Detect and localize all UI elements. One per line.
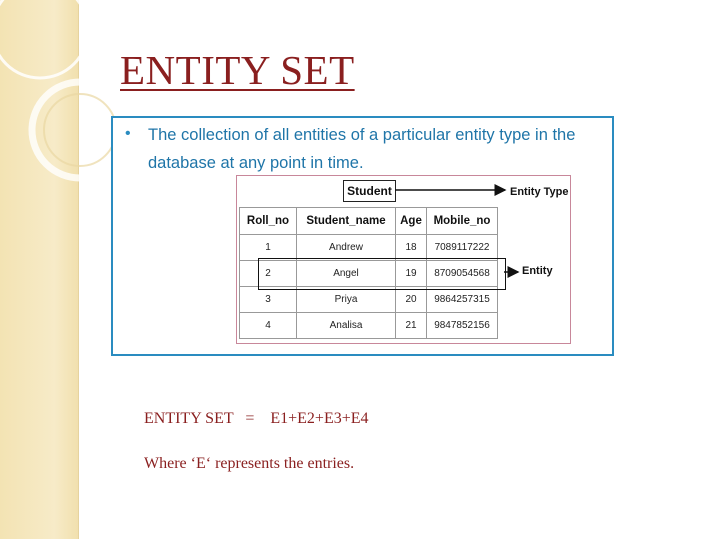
column-header: Student_name [297, 208, 396, 235]
table-row [240, 235, 498, 261]
table-cell: Angel [297, 261, 396, 287]
formula-note: Where ‘E‘ represents the entries. [144, 455, 355, 472]
table-cell: 9847852156 [427, 313, 498, 339]
entity-name-box: Student [343, 180, 396, 202]
entity-type-label: Entity Type [510, 186, 569, 198]
table-cell: 19 [396, 261, 427, 287]
column-header: Mobile_no [427, 208, 498, 235]
table-cell: 18 [396, 235, 427, 261]
table-row [240, 287, 498, 313]
column-header: Age [396, 208, 427, 235]
bullet-text: The collection of all entities of a particular entity type in the database at any point in time. [148, 126, 576, 172]
table-cell: 20 [396, 287, 427, 313]
table-header-row [240, 208, 498, 235]
bullet-marker: • [125, 125, 131, 142]
table-cell: Analisa [297, 313, 396, 339]
table-cell: 4 [240, 313, 297, 339]
column-header: Roll_no [240, 208, 297, 235]
entity-highlight-box [258, 258, 506, 290]
table-cell: 1 [240, 235, 297, 261]
table-cell: Priya [297, 287, 396, 313]
table-cell: 8709054568 [427, 261, 498, 287]
table-cell: 2 [240, 261, 297, 287]
table-cell: 9864257315 [427, 287, 498, 313]
table-cell: Andrew [297, 235, 396, 261]
entity-set-formula: ENTITY SET = E1+E2+E3+E4 [144, 410, 369, 427]
table-cell: 21 [396, 313, 427, 339]
table-cell: 7089117222 [427, 235, 498, 261]
table-row [240, 313, 498, 339]
slide-title: ENTITY SET [120, 47, 355, 93]
entity-label: Entity [522, 265, 553, 277]
table-cell: 3 [240, 287, 297, 313]
